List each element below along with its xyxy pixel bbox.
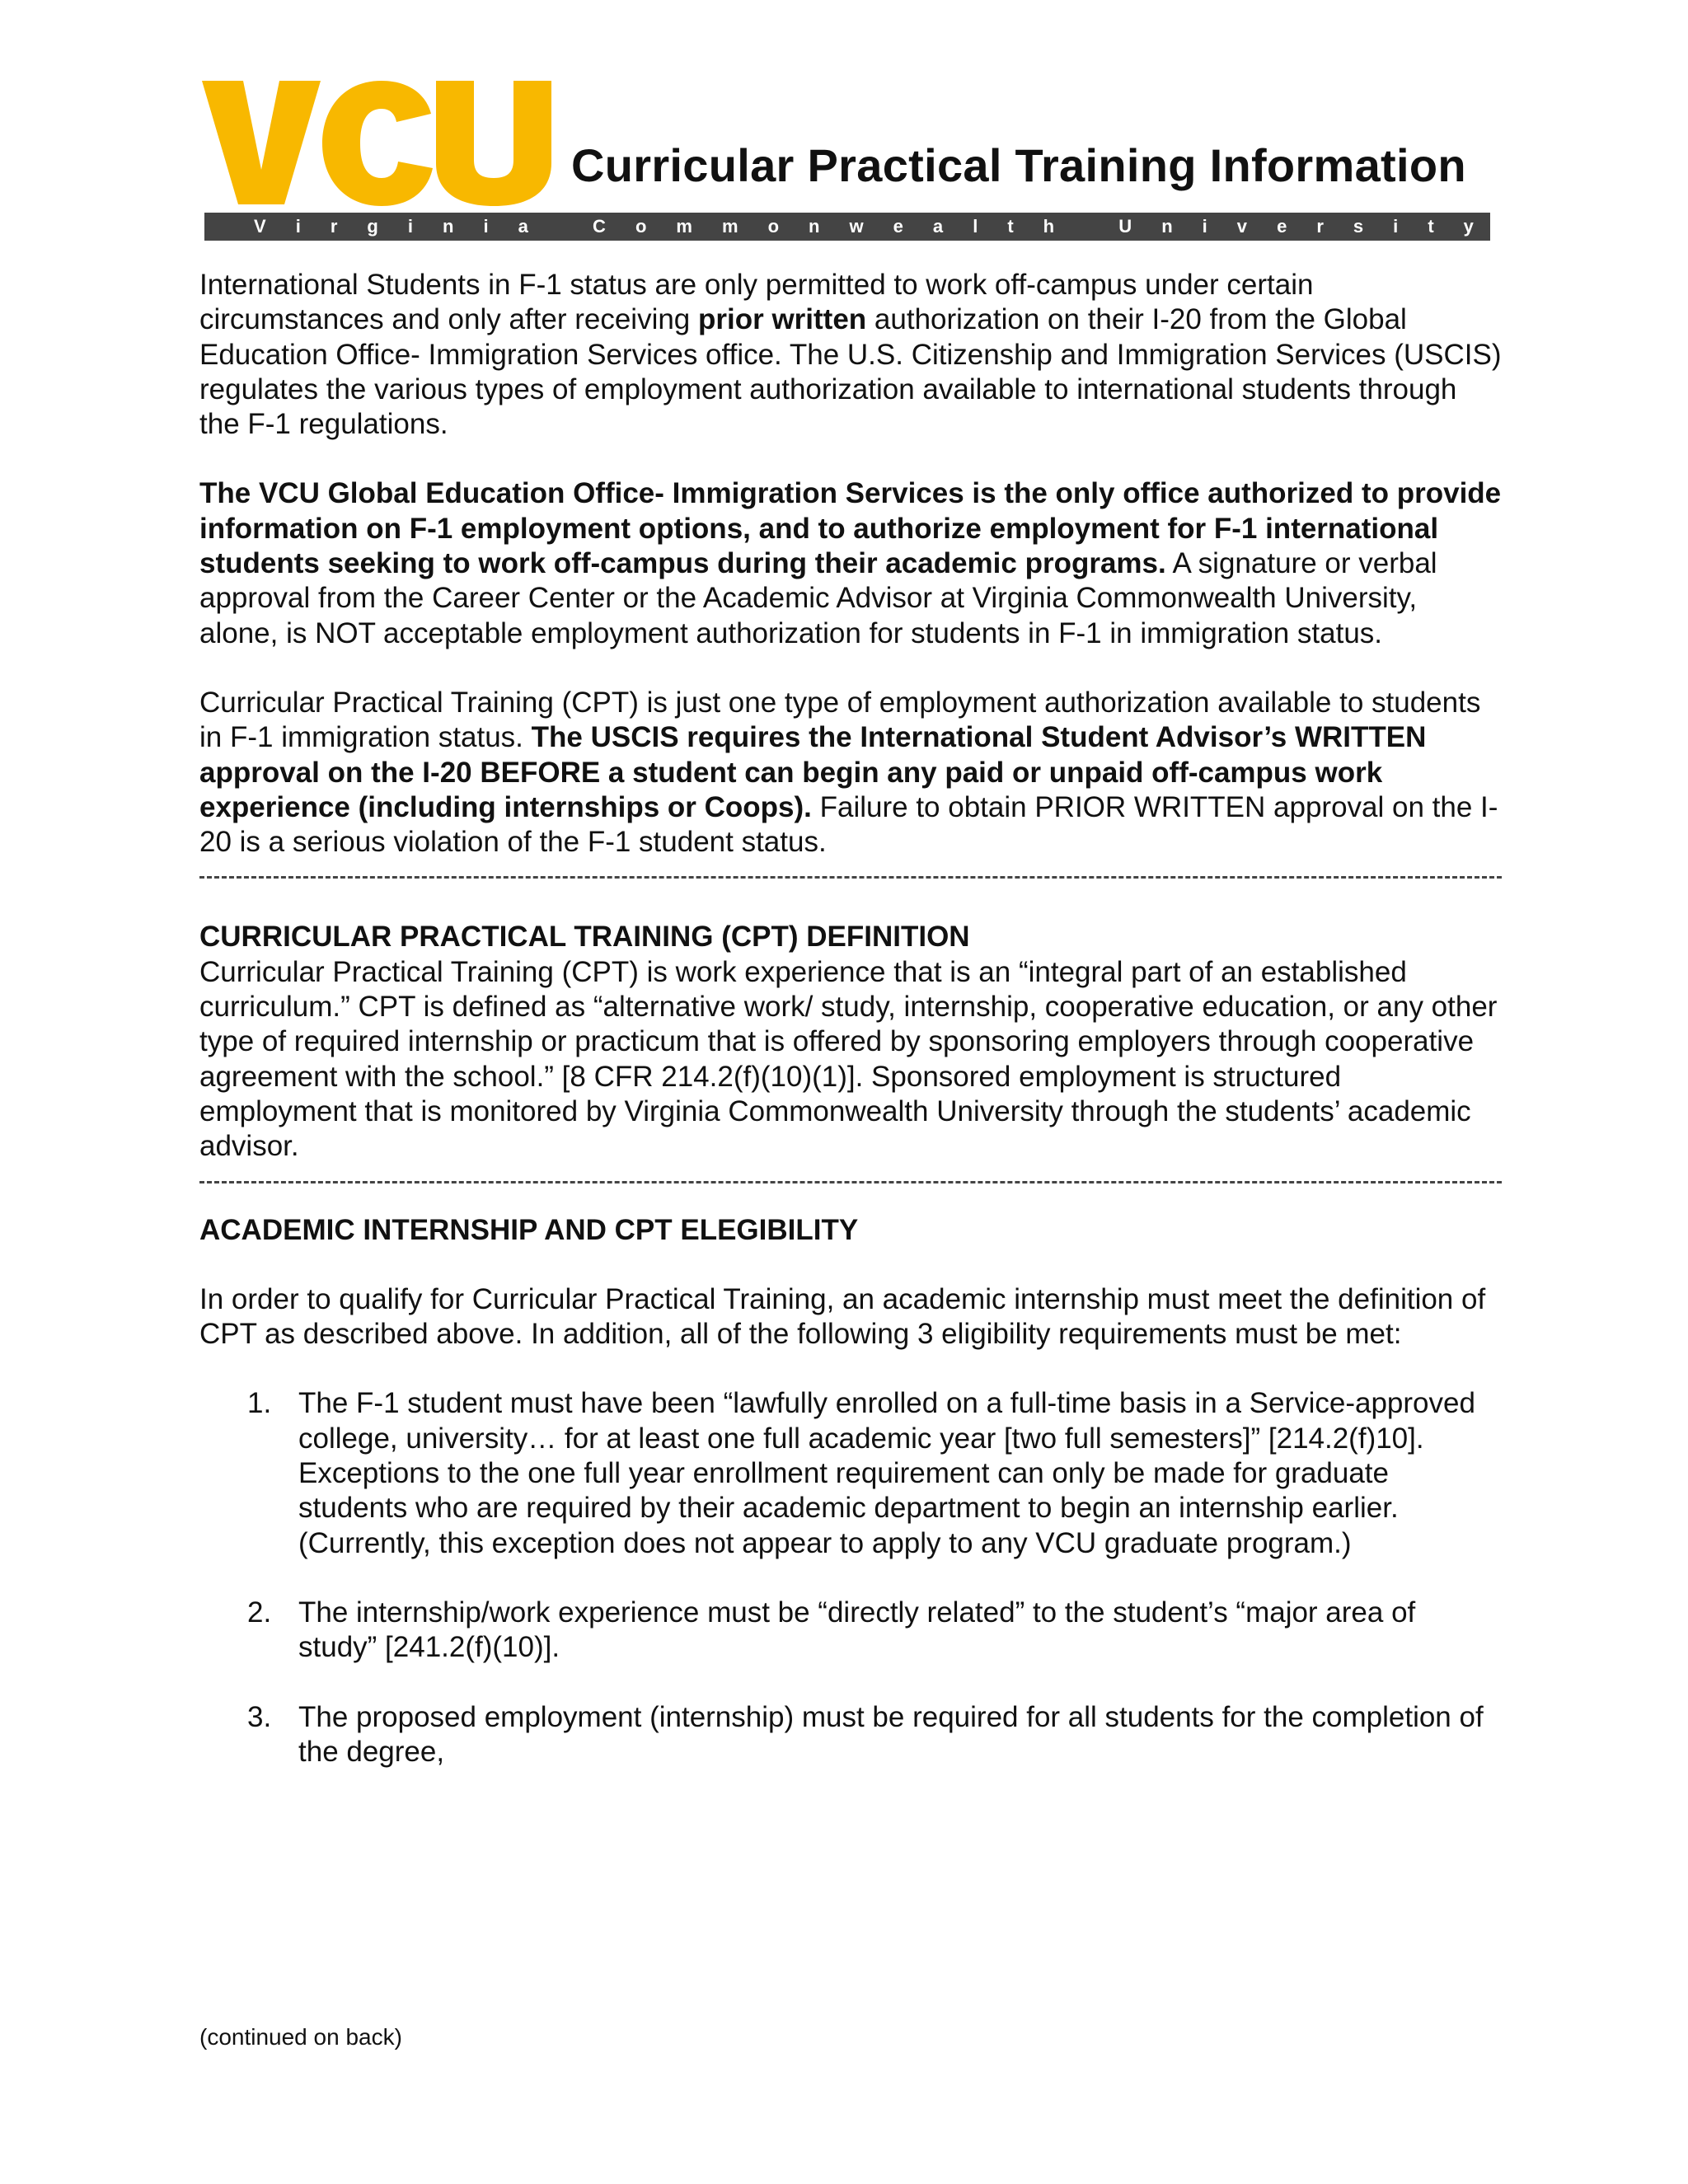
- banner-letter: n: [1161, 216, 1173, 237]
- banner-letter: n: [809, 216, 820, 237]
- banner-letter: m: [676, 216, 692, 237]
- banner-letter: i: [407, 216, 414, 237]
- document-title: Curricular Practical Training Information: [571, 139, 1466, 191]
- banner-letter: U: [1118, 216, 1132, 237]
- banner-letter: y: [1463, 216, 1474, 237]
- eligibility-requirements-list: [199, 1386, 1502, 1769]
- eligibility-intro: In order to qualify for Curricular Practical Training, an academic internship must meet the definition of CPT as described above. In addition, all of the following 3 eligibility requirements must be met:: [199, 1282, 1486, 1351]
- intro-paragraph-2: The VCU Global Education Office- Immigration Services is the only office authorized to provide information on F-1 employment options, and to authorize employment for F-1 international students seeking to work off-campus during their academic programs. A signature or verbal approval from the Career Center or the Academic Advisor at Virginia Commonwealth University, alone, is NOT acceptable employment authorization for students in F-1 in immigration status.: [199, 477, 1502, 649]
- banner-letter: [558, 216, 563, 237]
- banner-letter: g: [367, 216, 378, 237]
- banner-letter: V: [254, 216, 266, 237]
- banner-letter: i: [1393, 216, 1399, 237]
- banner-letter: o: [635, 216, 647, 237]
- banner-letter: s: [1353, 216, 1364, 237]
- list-item: 3. The proposed employment (internship) must be required for all students for the completion of the degree,: [247, 1700, 1484, 1768]
- banner-letter: n: [443, 216, 454, 237]
- logo-letter-c: [322, 81, 433, 206]
- banner-letter: m: [722, 216, 738, 237]
- banner-letter: e: [1277, 216, 1287, 237]
- banner-letter: i: [295, 216, 301, 237]
- banner-letter: r: [330, 216, 338, 237]
- vcu-logo: [202, 81, 556, 209]
- university-banner: [204, 213, 1490, 241]
- banner-letter: h: [1043, 216, 1055, 237]
- banner-letter: o: [767, 216, 780, 237]
- banner-letter: [1084, 216, 1089, 237]
- banner-letter: t: [1428, 216, 1434, 237]
- definition-heading: CURRICULAR PRACTICAL TRAINING (CPT) DEFINITION: [199, 921, 970, 954]
- logo-letter-u: [436, 81, 551, 206]
- definition-text: Curricular Practical Training (CPT) is work experience that is an “integral part of an established curriculum.” CPT is defined as “alternative work/ study, internship, cooperative education, or any other type of required internship or practicum that is offered by sponsoring employers through cooperative agreement with the school.” [8 CFR 214.2(f)(10)(1)]. Sponsored employment is structured employment that is monitored by Virginia Commonwealth University through the students’ academic advisor.: [199, 955, 1498, 1163]
- logo-letter-v: [202, 81, 321, 204]
- banner-letter: w: [849, 216, 864, 237]
- banner-letter: i: [1202, 216, 1207, 237]
- banner-letter: e: [893, 216, 903, 237]
- list-item: 1. The F-1 student must have been “lawfully enrolled on a full-time basis in a Service-approved college, university… for at least one full academic year [two full semesters]” [214.2(f)10]. Exceptions to the one full year enrollment requirement can only be made for graduate students who are required by their academic department to begin an internship earlier. (Currently, this exception does not appear to apply to any VCU graduate program.): [247, 1387, 1475, 1559]
- banner-letter: C: [593, 216, 606, 237]
- banner-letter: t: [1007, 216, 1014, 237]
- intro-paragraph-3: Curricular Practical Training (CPT) is just one type of employment authorization available to students in F-1 immigration status. The USCIS requires the International Student Advisor’s WRITTEN approval on the I-20 BEFORE a student can begin any paid or unpaid off-campus work experience (including internships or Coops). Failure to obtain PRIOR WRITTEN approval on the I-20 is a serious violation of the F-1 student status.: [199, 686, 1498, 859]
- banner-letter: a: [932, 216, 944, 237]
- continued-note: (continued on back): [199, 2024, 402, 2050]
- banner-letter: l: [973, 216, 978, 237]
- banner-letter: i: [483, 216, 489, 237]
- banner-letter: a: [518, 216, 528, 237]
- list-item: 2. The internship/work experience must be “directly related” to the student’s “major area of study” [241.2(f)(10)].: [247, 1596, 1416, 1664]
- eligibility-heading: ACADEMIC INTERNSHIP AND CPT ELEGIBILITY: [199, 1213, 859, 1246]
- banner-letter: v: [1236, 216, 1248, 237]
- document-body: [199, 268, 1502, 1769]
- banner-letter: r: [1316, 216, 1324, 237]
- intro-paragraph-1: International Students in F-1 status are only permitted to work off-campus under certain circumstances and only after receiving prior written authorization on their I-20 from the Global Education Office- Immigration Services office. The U.S. Citizenship and Immigration Services (USCIS) regulates the various types of employment authorization available to international students through the F-1 regulations.: [199, 269, 1502, 441]
